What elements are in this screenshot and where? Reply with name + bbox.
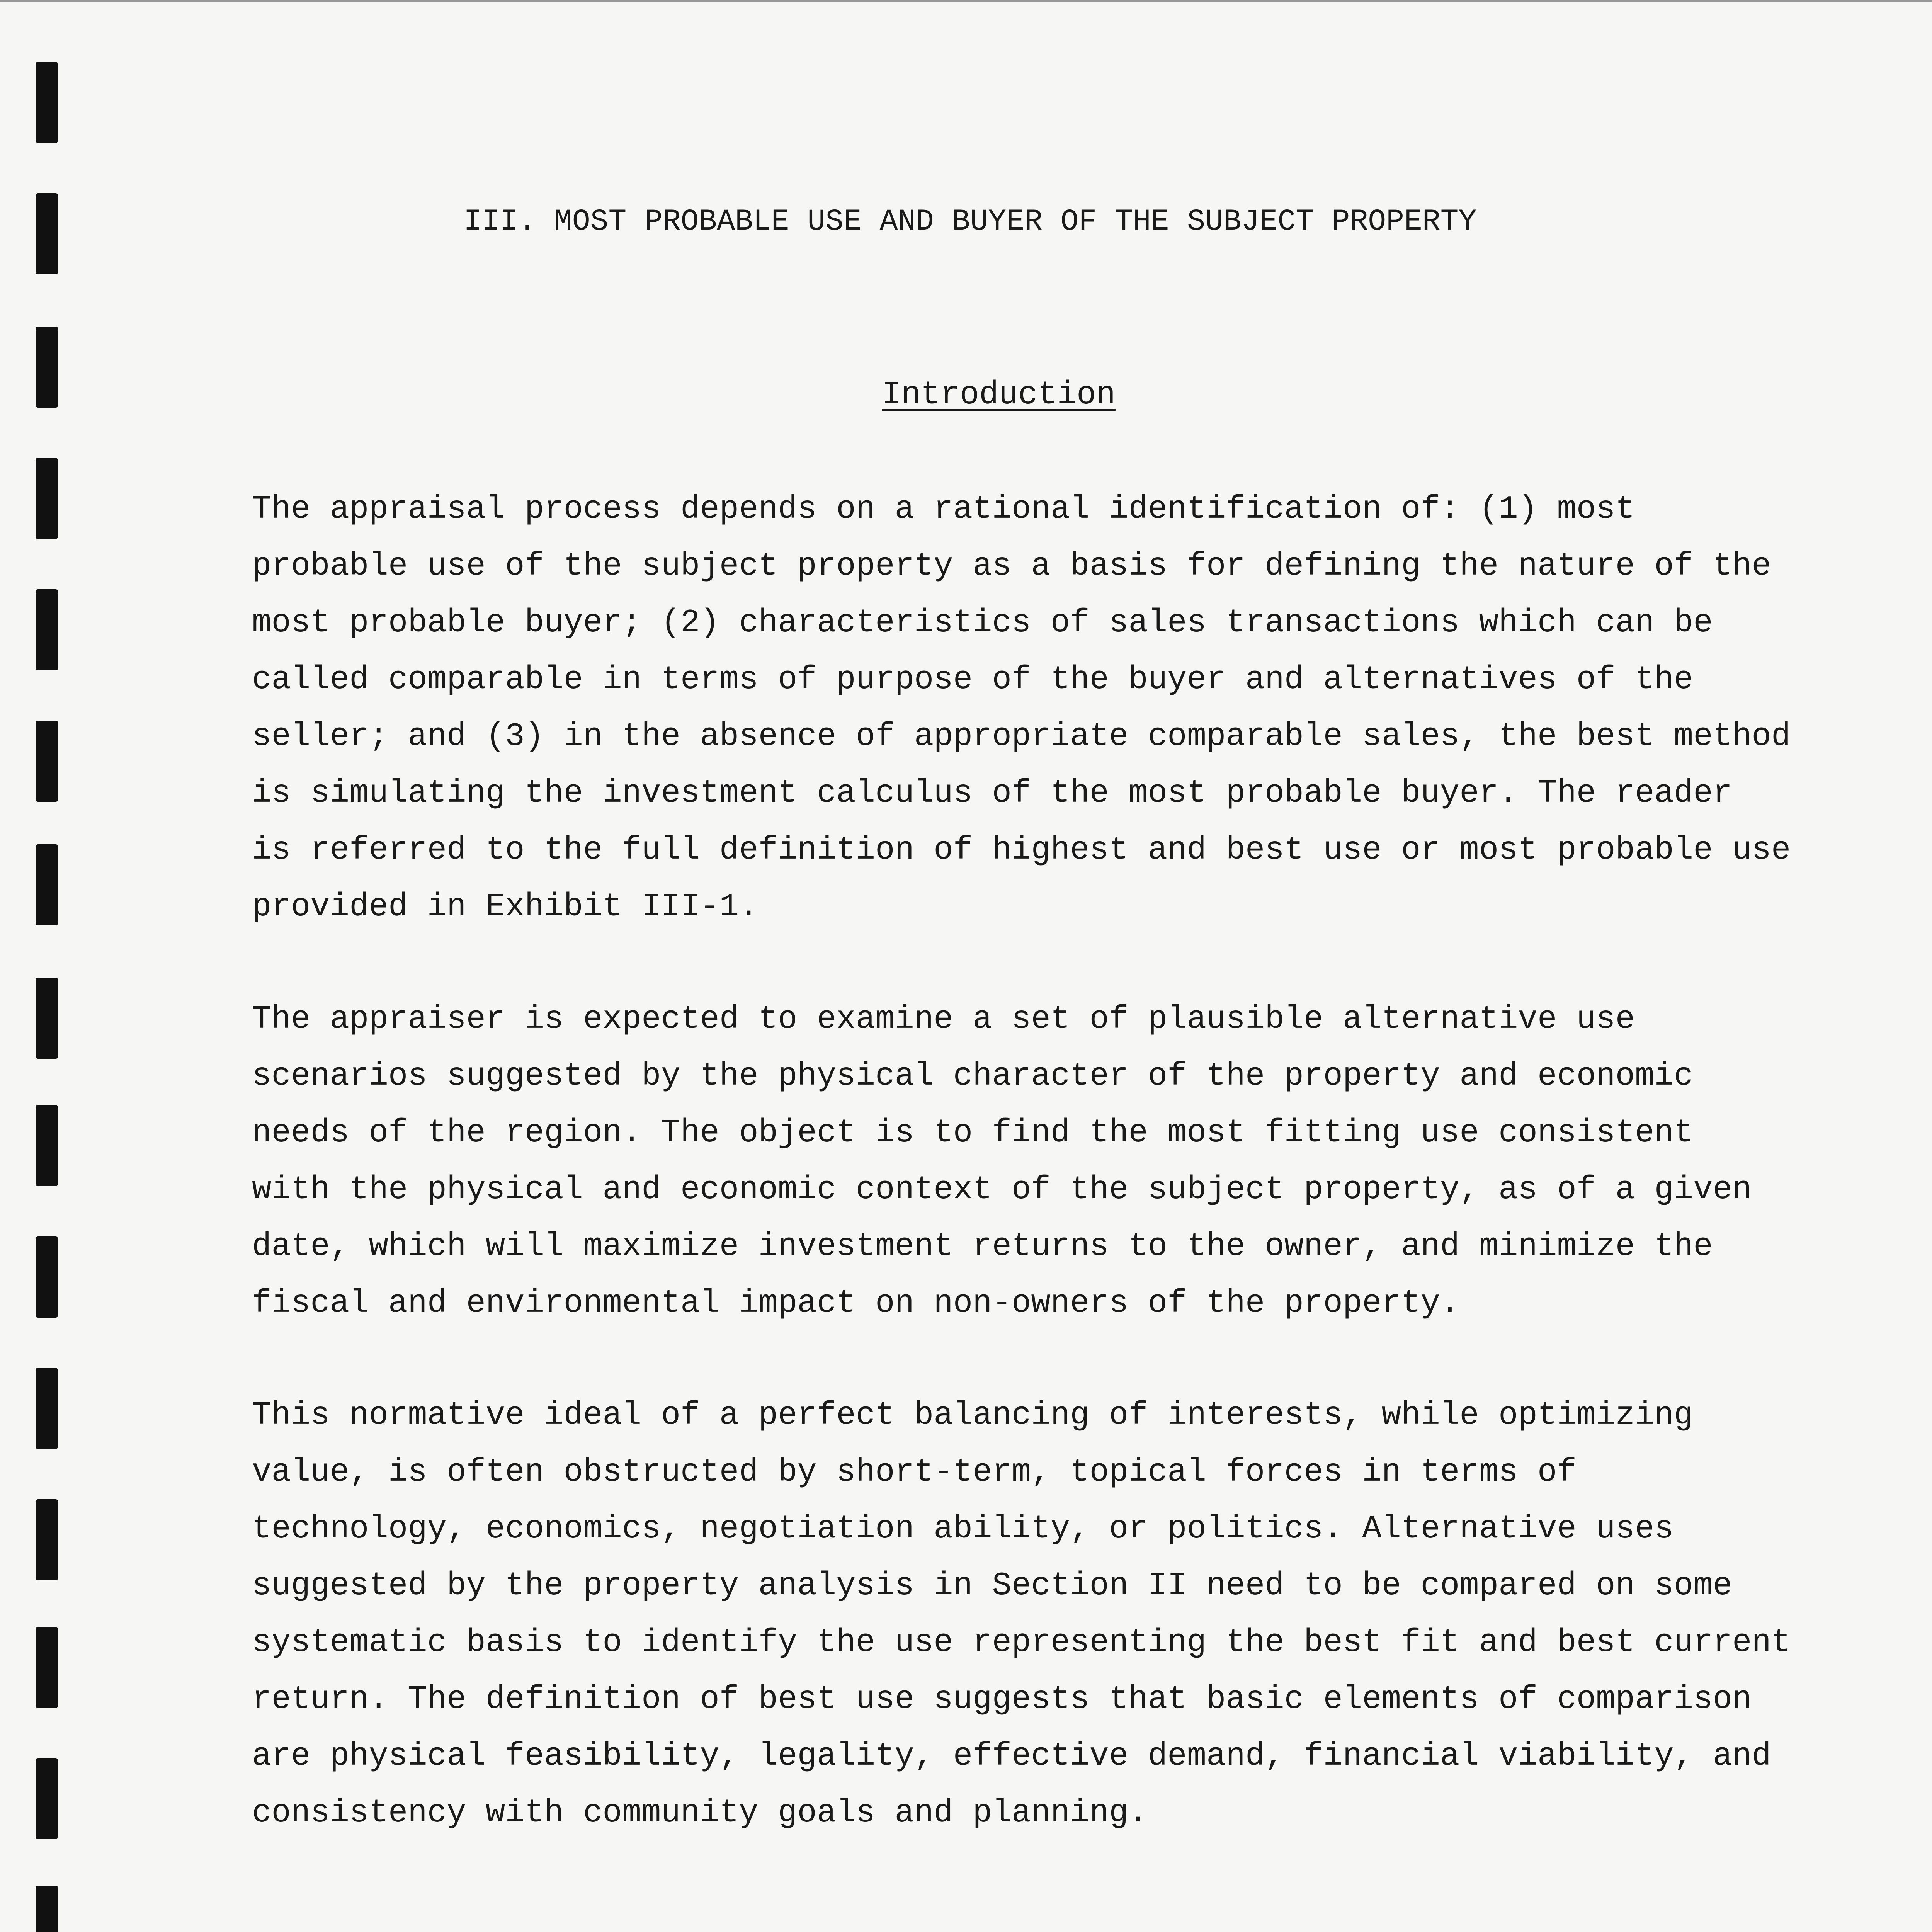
paragraph-line: systematic basis to identify the use representing the best fit and best current xyxy=(252,1624,1791,1661)
paragraph-line: technology, economics, negotiation ability, or politics. Alternative uses xyxy=(252,1511,1674,1548)
binding-mark xyxy=(36,1758,58,1839)
paragraph-line: fiscal and environmental impact on non-owners of the property. xyxy=(252,1285,1460,1322)
binding-mark xyxy=(36,1627,58,1708)
introduction-heading: Introduction xyxy=(882,377,1116,413)
paragraph-line: most probable buyer; (2) characteristics of sales transactions which can be xyxy=(252,605,1713,641)
binding-mark xyxy=(36,589,58,670)
paragraph-line: is referred to the full definition of highest and best use or most probable use xyxy=(252,832,1791,869)
binding-mark xyxy=(36,1236,58,1318)
scan-top-edge xyxy=(0,0,1932,2)
binding-mark xyxy=(36,1886,58,1932)
paragraph-normative-ideal xyxy=(252,1387,1798,1842)
paragraph-line: are physical feasibility, legality, effective demand, financial viability, and xyxy=(252,1738,1771,1775)
binding-mark xyxy=(36,721,58,802)
paragraph-line: is simulating the investment calculus of the most probable buyer. The reader xyxy=(252,775,1733,812)
binding-mark xyxy=(36,327,58,408)
paragraph-line: needs of the region. The object is to find the most fitting use consistent xyxy=(252,1115,1694,1151)
paragraph-line: probable use of the subject property as a basis for defining the nature of the xyxy=(252,548,1771,585)
paragraph-line: called comparable in terms of purpose of the buyer and alternatives of the xyxy=(252,662,1694,698)
binding-mark xyxy=(36,1499,58,1580)
paragraph-line: return. The definition of best use suggests that basic elements of comparison xyxy=(252,1681,1752,1718)
binding-mark xyxy=(36,458,58,539)
paragraph-line: value, is often obstructed by short-term, topical forces in terms of xyxy=(252,1454,1577,1491)
binding-mark xyxy=(36,844,58,925)
paragraph-line: date, which will maximize investment returns to the owner, and minimize the xyxy=(252,1228,1713,1265)
binding-mark xyxy=(36,1105,58,1186)
binding-mark xyxy=(36,62,58,143)
paragraph-appraisal-process xyxy=(252,481,1798,935)
paragraph-line: with the physical and economic context of the subject property, as of a given xyxy=(252,1172,1752,1208)
paragraph-line: The appraisal process depends on a rational identification of: (1) most xyxy=(252,491,1635,528)
paragraph-line: The appraiser is expected to examine a set of plausible alternative use xyxy=(252,1001,1635,1038)
section-title: III. MOST PROBABLE USE AND BUYER OF THE SUBJECT PROPERTY xyxy=(464,205,1477,239)
binding-mark xyxy=(36,978,58,1059)
paragraph-line: suggested by the property analysis in Section II need to be compared on some xyxy=(252,1568,1733,1604)
paragraph-line: consistency with community goals and planning. xyxy=(252,1795,1148,1832)
paragraph-line: seller; and (3) in the absence of appropriate comparable sales, the best method xyxy=(252,718,1791,755)
binding-mark xyxy=(36,1368,58,1449)
paragraph-line: This normative ideal of a perfect balancing of interests, while optimizing xyxy=(252,1397,1694,1434)
paragraph-appraiser-scenarios xyxy=(252,991,1798,1332)
paragraph-line: scenarios suggested by the physical character of the property and economic xyxy=(252,1058,1694,1095)
paragraph-line: provided in Exhibit III-1. xyxy=(252,889,759,925)
binding-mark xyxy=(36,193,58,274)
